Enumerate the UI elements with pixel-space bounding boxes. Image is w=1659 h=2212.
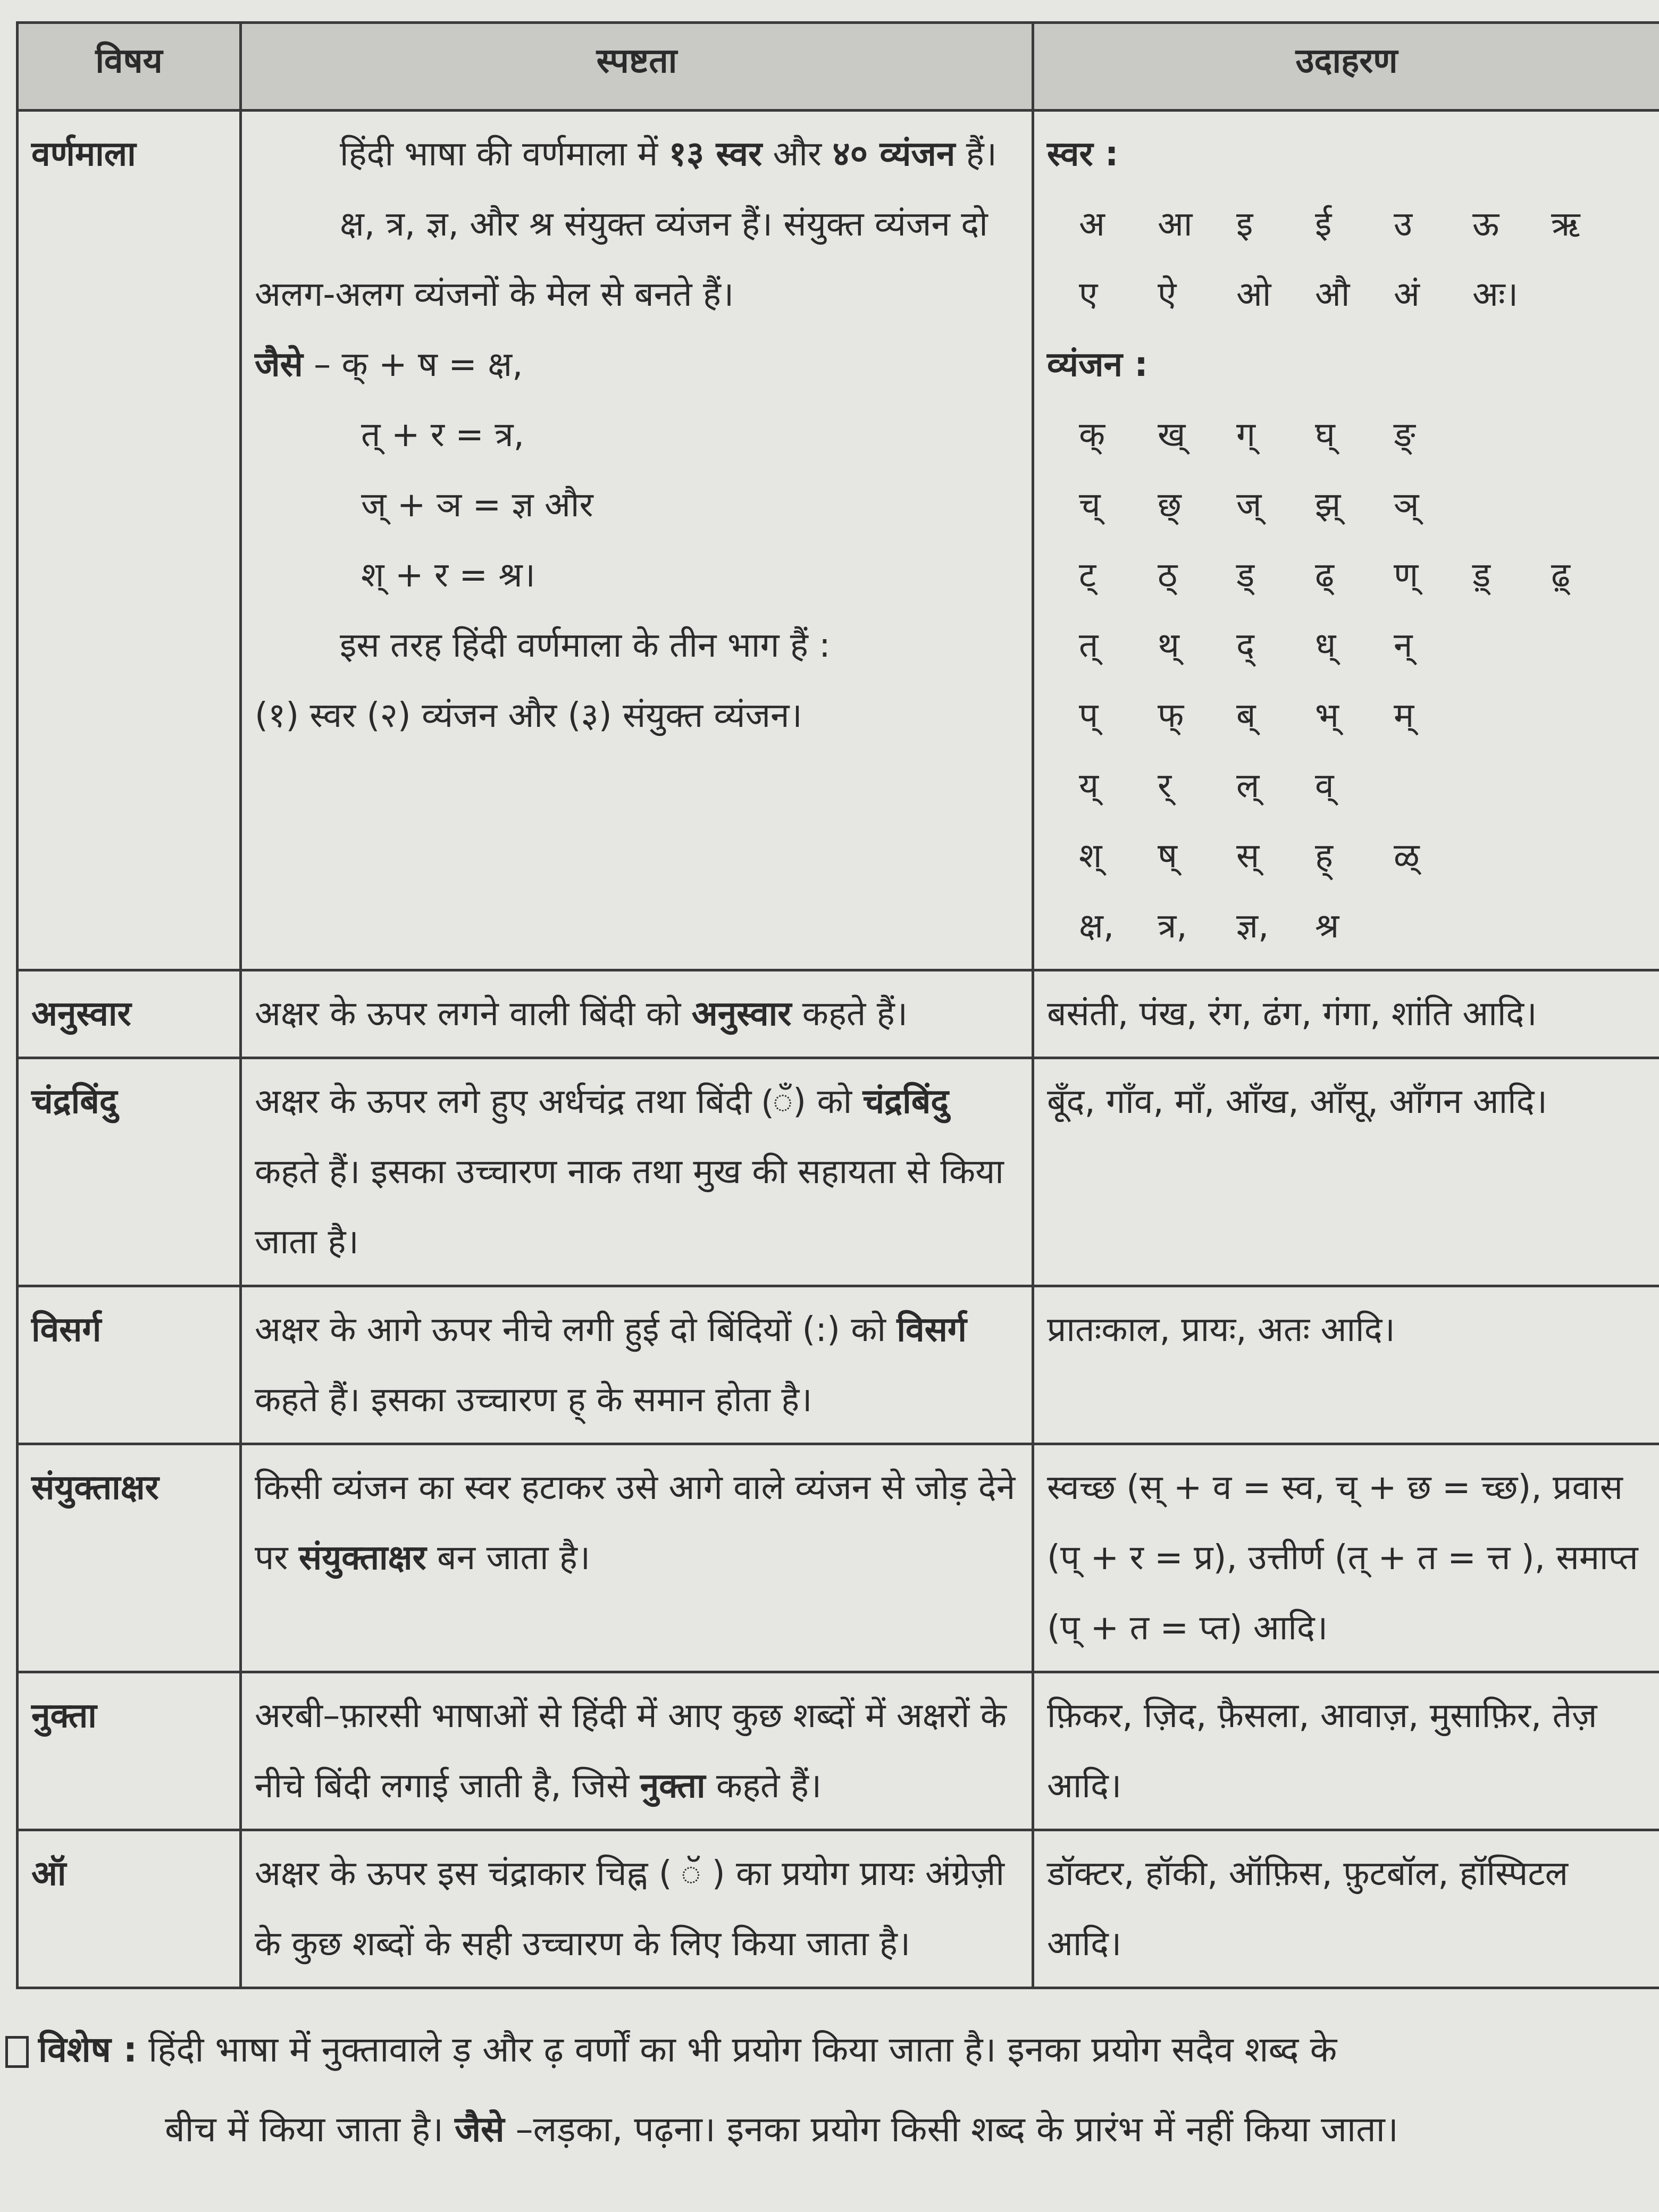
row-topic: विसर्ग: [18, 1286, 241, 1444]
text: किसी व्यंजन का स्वर हटाकर उसे आगे वाले व्यंजन से जोड़ देने पर: [255, 1468, 1016, 1578]
letter: ङ्: [1394, 415, 1415, 455]
formula-line: त् + र = त्र,: [361, 415, 524, 455]
checkbox-icon: [5, 2036, 29, 2068]
letter: इ: [1236, 205, 1253, 244]
letter: ध्: [1315, 626, 1336, 665]
letter: फ्: [1158, 696, 1184, 735]
letter: झ्: [1315, 485, 1341, 525]
row-examples: [1033, 111, 1659, 970]
text: कहते हैं। इसका उच्चारण ह् के समान होता है।: [255, 1380, 812, 1420]
letter: ण्: [1394, 556, 1419, 595]
row-topic: नुक्ता: [18, 1672, 241, 1830]
vyanjan-label: व्यंजन :: [1047, 345, 1148, 384]
formula-line: [255, 330, 1019, 400]
row-examples: बूँद, गाँव, माँ, आँख, आँसू, आँगन आदि।: [1033, 1058, 1659, 1286]
row-explanation: [241, 1286, 1033, 1444]
letter: च्: [1079, 485, 1101, 525]
letter: ट्: [1079, 556, 1096, 595]
letter: ष्: [1158, 836, 1177, 876]
text: बन जाता है।: [426, 1538, 591, 1578]
text: कहते हैं।: [705, 1766, 822, 1806]
letter: य्: [1079, 766, 1099, 806]
letter: ई: [1315, 205, 1332, 244]
letter: उ: [1394, 205, 1413, 244]
letter: आ: [1158, 205, 1193, 244]
table-row: [18, 1444, 1659, 1672]
letter: द्: [1236, 626, 1254, 665]
text: अक्षर के ऊपर इस चंद्राकार चिह्न ( ॅ ) का प्रयोग प्रायः अंग्रेज़ी के कुछ शब्दों के सही उच्चारण के लिए किया जाता है।: [255, 1854, 1005, 1964]
row-examples: स्वच्छ (स् + व = स्व, च् + छ = च्छ), प्रवास (प् + र = प्र), उत्तीर्ण (त् + त = त्त ), समाप्त (प् + त = प्त) आदि।: [1033, 1444, 1659, 1672]
letter-row: [1047, 470, 1646, 540]
swar-label: स्वर :: [1047, 135, 1119, 174]
row-examples: फ़िकर, ज़िद, फ़ैसला, आवाज़, मुसाफ़िर, तेज़ आदि।: [1033, 1672, 1659, 1830]
text: हिंदी भाषा की वर्णमाला में: [340, 135, 669, 174]
letter: म्: [1394, 696, 1414, 735]
header-explanation: स्पष्टता: [241, 23, 1033, 111]
row-explanation: [241, 970, 1033, 1058]
text: अक्षर के ऊपर लगने वाली बिंदी को: [255, 994, 692, 1034]
note-text: –लड़का, पढ़ना। इनका प्रयोग किसी शब्द के प्रारंभ में नहीं किया जाता।: [504, 2109, 1398, 2150]
text: अक्षर के ऊपर लगे हुए अर्धचंद्र तथा बिंदी (ँ) को: [255, 1082, 863, 1121]
example-label: जैसे: [255, 345, 303, 384]
letter: त्: [1079, 626, 1099, 665]
bold-text: ४० व्यंजन: [832, 135, 956, 174]
letter: क्ष,: [1079, 907, 1115, 946]
letter: ब्: [1236, 696, 1256, 735]
hindi-alphabet-table: [16, 21, 1659, 1989]
table-row: [18, 1672, 1659, 1830]
row-topic: वर्णमाला: [18, 111, 241, 970]
bold-term: अनुस्वार: [691, 994, 792, 1034]
text: अक्षर के आगे ऊपर नीचे लगी हुई दो बिंदियों (:) को: [255, 1310, 897, 1350]
vyanjan-grid: [1047, 400, 1646, 961]
letter: ऋ: [1551, 205, 1580, 244]
row-explanation: [241, 111, 1033, 970]
table-row: [18, 1058, 1659, 1286]
letter: स्: [1236, 836, 1260, 876]
letter: भ्: [1315, 696, 1339, 735]
text: और: [762, 135, 833, 174]
bold-text: १३ स्वर: [668, 135, 763, 174]
letter: ऐ: [1158, 275, 1177, 314]
explanation-paragraph: क्ष, त्र, ज्ञ, और श्र संयुक्त व्यंजन हैं। संयुक्त व्यंजन दो अलग-अलग व्यंजनों के मेल से बनते हैं।: [255, 205, 988, 314]
formula: – क् + ष = क्ष,: [303, 345, 523, 384]
row-topic: चंद्रबिंदु: [18, 1058, 241, 1286]
letter: न्: [1394, 626, 1413, 665]
letter: ळ्: [1394, 836, 1420, 876]
note-example-label: जैसे: [455, 2109, 505, 2150]
letter-row: [1047, 821, 1646, 891]
letter-row: [1047, 610, 1646, 681]
text: कहते हैं। इसका उच्चारण नाक तथा मुख की सहायता से किया जाता है।: [255, 1152, 1004, 1262]
explanation-paragraph: इस तरह हिंदी वर्णमाला के तीन भाग हैं :: [340, 626, 831, 665]
letter: क्: [1079, 415, 1105, 455]
letter: ज्ञ,: [1236, 907, 1269, 946]
table-row: [18, 970, 1659, 1058]
row-topic: ऑ: [18, 1830, 241, 1988]
letter: अ: [1079, 205, 1105, 244]
letter-row: [1047, 891, 1646, 961]
letter-row: [1047, 189, 1646, 259]
note-label: विशेष :: [38, 2029, 138, 2070]
letter: ढ्: [1315, 556, 1335, 595]
bold-term: नुक्ता: [640, 1766, 706, 1806]
letter: ज्: [1236, 485, 1262, 525]
row-explanation: [241, 1058, 1033, 1286]
letter: छ्: [1158, 485, 1182, 525]
letter-row: [1047, 400, 1646, 470]
letter: औ: [1315, 275, 1350, 314]
letter: अं: [1394, 275, 1420, 314]
text: हैं।: [955, 135, 997, 174]
row-explanation: [241, 1672, 1033, 1830]
swar-grid: [1047, 189, 1646, 330]
text: कहते हैं।: [791, 994, 908, 1034]
table-row: [18, 1286, 1659, 1444]
letter: त्र,: [1158, 907, 1187, 946]
letter: र्: [1158, 766, 1172, 806]
formula-line: श् + र = श्र।: [361, 556, 535, 595]
row-explanation: [241, 1444, 1033, 1672]
formula-line: ज् + ञ = ज्ञ और: [361, 485, 593, 525]
row-topic: अनुस्वार: [18, 970, 241, 1058]
letter: थ्: [1158, 626, 1179, 665]
letter: अः।: [1472, 275, 1519, 314]
header-examples: उदाहरण: [1033, 23, 1659, 111]
explanation-paragraph: [255, 119, 1019, 189]
table-header-row: [18, 23, 1659, 111]
note-line: [5, 2010, 1659, 2090]
note-text: हिंदी भाषा में नुक्तावाले ड़ और ढ़ वर्णों का भी प्रयोग किया जाता है। इनका प्रयोग सदैव शब्द के: [137, 2029, 1337, 2070]
letter: प्: [1079, 696, 1099, 735]
letter: श्र: [1315, 907, 1339, 946]
letter-row: [1047, 751, 1646, 821]
letter: ञ्: [1394, 485, 1419, 525]
letter: श्: [1079, 836, 1102, 876]
bold-term: चंद्रबिंदु: [862, 1082, 949, 1121]
letter: ग्: [1236, 415, 1256, 455]
table-body: [18, 970, 1659, 1988]
letter: ल्: [1236, 766, 1260, 806]
letter: घ्: [1315, 415, 1335, 455]
bold-term: विसर्ग: [896, 1310, 967, 1350]
letter: ए: [1079, 275, 1098, 314]
row-examples: प्रातःकाल, प्रायः, अतः आदि।: [1033, 1286, 1659, 1444]
letter-row: [1047, 259, 1646, 330]
header-topic: विषय: [18, 23, 241, 111]
explanation-paragraph: (१) स्वर (२) व्यंजन और (३) संयुक्त व्यंजन।: [255, 696, 802, 735]
special-note: [0, 2010, 1659, 2169]
letter: ठ्: [1158, 556, 1178, 595]
letter-row: [1047, 681, 1646, 751]
bold-term: संयुक्ताक्षर: [298, 1538, 426, 1578]
row-examples: डॉक्टर, हॉकी, ऑफ़िस, फ़ुटबॉल, हॉस्पिटल आदि।: [1033, 1830, 1659, 1988]
row-examples: बसंती, पंख, रंग, ढंग, गंगा, शांति आदि।: [1033, 970, 1659, 1058]
letter: ड्: [1236, 556, 1255, 595]
letter: ढ़्: [1551, 556, 1571, 595]
text: अरबी–फ़ारसी भाषाओं से हिंदी में आए कुछ शब्दों में अक्षरों के नीचे बिंदी लगाई जाती है, जिसे: [255, 1696, 1007, 1806]
letter-row: [1047, 540, 1646, 610]
letter: ह्: [1315, 836, 1333, 876]
table-row: [18, 1830, 1659, 1988]
letter: ख्: [1158, 415, 1186, 455]
letter: ओ: [1236, 275, 1271, 314]
letter: व्: [1315, 766, 1334, 806]
letter: ऊ: [1472, 205, 1499, 244]
table-row: [18, 111, 1659, 970]
row-topic: संयुक्ताक्षर: [18, 1444, 241, 1672]
note-text: बीच में किया जाता है।: [165, 2109, 455, 2150]
letter: ड़्: [1472, 556, 1491, 595]
row-explanation: [241, 1830, 1033, 1988]
note-line: [5, 2090, 1659, 2169]
